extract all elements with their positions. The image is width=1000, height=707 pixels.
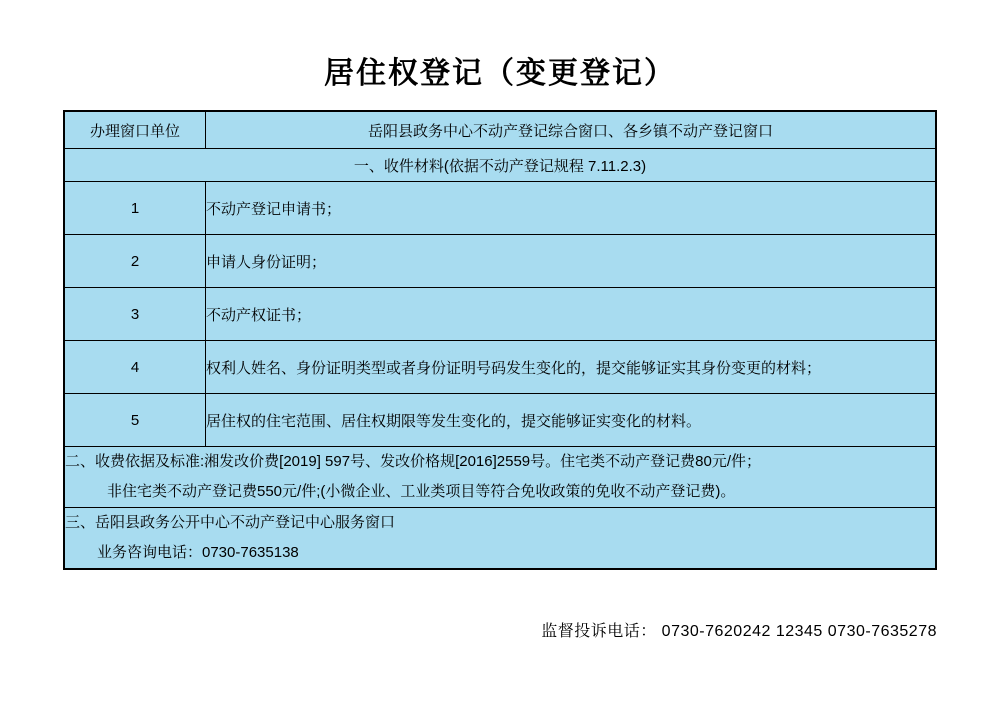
material-number: 1	[65, 182, 206, 235]
table-row	[65, 112, 936, 149]
section-three-line1: 三、岳阳县政务公开中心不动产登记中心服务窗口	[65, 514, 396, 531]
material-number: 5	[65, 394, 206, 447]
section-one-header: 一、收件材料(依据不动产登记规程 7.11.2.3)	[65, 149, 936, 182]
table-row	[65, 288, 936, 341]
section-two-line2: 非住宅类不动产登记费550元/件;(小微企业、工业类项目等符合免收政策的免收不动产登记费)。	[107, 483, 736, 500]
section-two-block	[65, 447, 936, 508]
table-row	[65, 149, 936, 182]
material-number: 4	[65, 341, 206, 394]
material-text: 不动产登记申请书；	[206, 182, 936, 235]
info-table	[64, 111, 936, 569]
table-row	[65, 235, 936, 288]
material-text: 申请人身份证明；	[206, 235, 936, 288]
section-three-line2: 业务咨询电话：0730-7635138	[97, 544, 299, 561]
info-table-container	[63, 110, 937, 570]
window-unit-value: 岳阳县政务中心不动产登记综合窗口、各乡镇不动产登记窗口	[206, 112, 936, 149]
material-number: 3	[65, 288, 206, 341]
section-two-line1: 二、收费依据及标准:湘发改价费[2019] 597号、发改价格规[2016]2559号。住宅类不动产登记费80元/件；	[65, 453, 761, 470]
section-three-block	[65, 508, 936, 569]
table-row	[65, 182, 936, 235]
complaint-phone-footer: 监督投诉电话： 0730-7620242 12345 0730-7635278	[541, 623, 937, 640]
material-text: 不动产权证书；	[206, 288, 936, 341]
table-row	[65, 341, 936, 394]
table-row	[65, 447, 936, 508]
material-text: 权利人姓名、身份证明类型或者身份证明号码发生变化的，提交能够证实其身份变更的材料；	[206, 341, 936, 394]
material-number: 2	[65, 235, 206, 288]
table-row	[65, 394, 936, 447]
page-title: 居住权登记（变更登记）	[324, 57, 676, 90]
table-row	[65, 508, 936, 569]
window-unit-label: 办理窗口单位	[65, 112, 206, 149]
material-text: 居住权的住宅范围、居住权期限等发生变化的，提交能够证实变化的材料。	[206, 394, 936, 447]
